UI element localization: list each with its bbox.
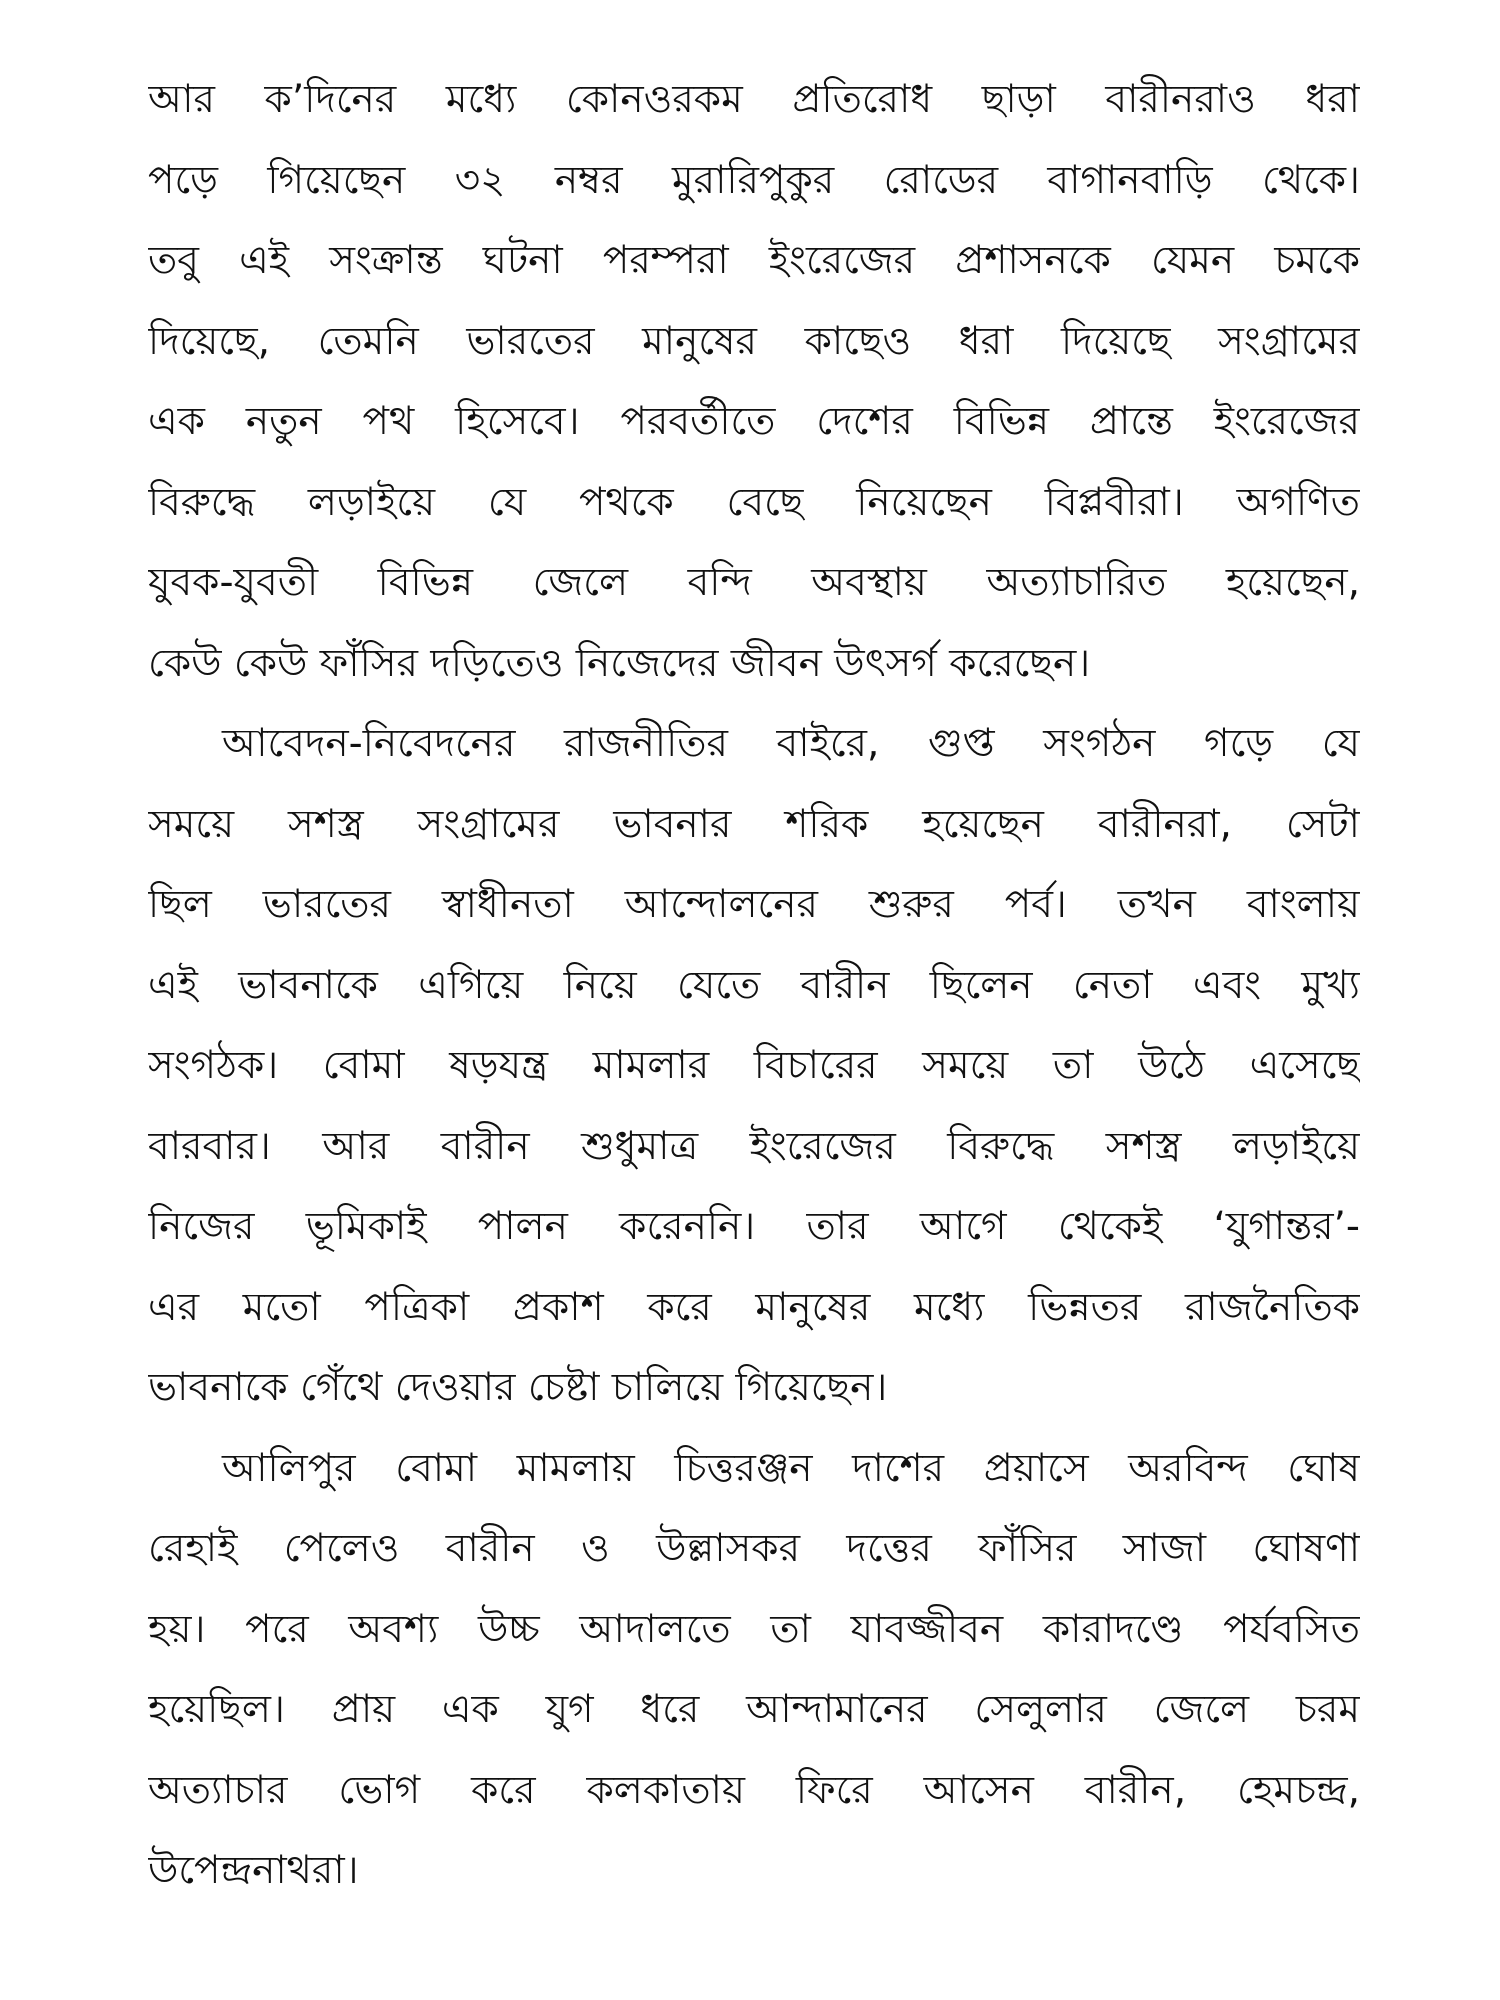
text-line: আর ক’দিনের মধ্যে কোনওরকম প্রতিরোধ ছাড়া বারীনরাও ধরা [148,77,1360,122]
text-line: ছিল ভারতের স্বাধীনতা আন্দোলনের শুরুর পর্ব। তখন বাংলায় [148,882,1360,927]
text-line: সময়ে সশস্ত্র সংগ্রামের ভাবনার শরিক হয়েছেন বারীনরা, সেটা [148,801,1360,847]
text-line: যুবক-যুবতী বিভিন্ন জেলে বন্দি অবস্থায় অত্যাচারিত হয়েছেন, [148,560,1360,605]
text-line: হয়েছিল। প্রায় এক যুগ ধরে আন্দামানের সেলুলার জেলে চরম [148,1687,1360,1732]
text-line: এক নতুন পথ হিসেবে। পরবর্তীতে দেশের বিভিন্ন প্রান্তে ইংরেজের [148,399,1360,444]
text-line: বারবার। আর বারীন শুধুমাত্র ইংরেজের বিরুদ্ধে সশস্ত্র লড়াইয়ে [148,1123,1360,1169]
text-line: আবেদন-নিবেদনের রাজনীতির বাইরে, গুপ্ত সংগঠন গড়ে যে [222,721,1360,766]
text-line: উপেন্দ্রনাথরা। [148,1848,359,1893]
text-line: দিয়েছে, তেমনি ভারতের মানুষের কাছেও ধরা দিয়েছে সংগ্রামের [148,318,1360,364]
paragraph-1 [148,60,1360,704]
paragraph-3 [148,1429,1360,1912]
text-line: ভাবনাকে গেঁথে দেওয়ার চেষ্টা চালিয়ে গিয়েছেন। [148,1365,888,1410]
text-line: সংগঠক। বোমা ষড়যন্ত্র মামলার বিচারের সময়ে তা উঠে এসেছে [148,1043,1360,1088]
text-line: কেউ কেউ ফাঁসির দড়িতেও নিজেদের জীবন উৎসর্গ করেছেন। [148,640,1091,686]
book-page [148,60,1360,1912]
text-line: অত্যাচার ভোগ করে কলকাতায় ফিরে আসেন বারীন, হেমচন্দ্র, [148,1767,1360,1813]
text-line: নিজের ভূমিকাই পালন করেননি। তার আগে থেকেই ‘যুগান্তর’- [148,1204,1360,1249]
text-line: তবু এই সংক্রান্ত ঘটনা পরম্পরা ইংরেজের প্রশাসনকে যেমন চমকে [148,238,1360,283]
text-line: এর মতো পত্রিকা প্রকাশ করে মানুষের মধ্যে ভিন্নতর রাজনৈতিক [148,1284,1360,1330]
text-line: আলিপুর বোমা মামলায় চিত্তরঞ্জন দাশের প্রয়াসে অরবিন্দ ঘোষ [222,1445,1360,1491]
text-line: বিরুদ্ধে লড়াইয়ে যে পথকে বেছে নিয়েছেন বিপ্লবীরা। অগণিত [148,479,1360,525]
text-line: এই ভাবনাকে এগিয়ে নিয়ে যেতে বারীন ছিলেন নেতা এবং মুখ্য [148,962,1360,1008]
text-line: হয়। পরে অবশ্য উচ্চ আদালতে তা যাবজ্জীবন কারাদণ্ডে পর্যবসিত [148,1606,1360,1652]
text-line: পড়ে গিয়েছেন ৩২ নম্বর মুরারিপুকুর রোডের বাগানবাড়ি থেকে। [148,157,1360,203]
text-line: রেহাই পেলেও বারীন ও উল্লাসকর দত্তের ফাঁসির সাজা ঘোষণা [148,1526,1360,1571]
paragraph-2 [148,704,1360,1429]
